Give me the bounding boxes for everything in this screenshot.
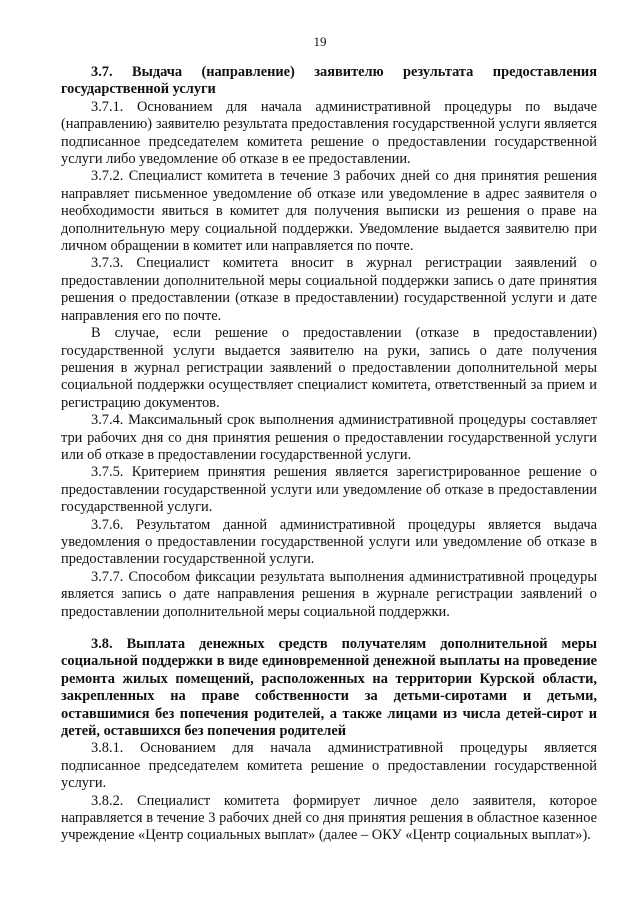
paragraph-3-7-7: 3.7.7. Способом фиксации результата выполнения административной процедуры является запись о дате направления решения в журнале регистрации заявлений о предоставлении дополнительной меры социальной поддержки. <box>61 568 597 620</box>
document-body <box>61 64 597 845</box>
paragraph-3-8-2: 3.8.2. Специалист комитета формирует личное дело заявителя, которое направляется в течение 3 рабочих дней со дня принятия решения в областное казенное учреждение «Центр социальных выплат» (далее – ОКУ «Центр социальных выплат»). <box>61 792 597 844</box>
page-number: 19 <box>313 34 327 49</box>
paragraph-3-7-1: 3.7.1. Основанием для начала административной процедуры по выдаче (направлению) заявителю результата предоставления государственной услуги является подписанное председателем комитета решение о предоставлении государственной услуги либо уведомление об отказе в ее предоставлении. <box>61 98 597 168</box>
paragraph-3-7-5: 3.7.5. Критерием принятия решения является зарегистрированное решение о предоставлении государственной услуги или уведомление об отказе в предоставлении государственной услуги. <box>61 464 597 516</box>
paragraph-3-7-3-note: В случае, если решение о предоставлении (отказе в предоставлении) государственной услуги выдается заявителю на руки, запись о дате получения решения в журнал регистрации заявлений о предоставлении дополнительной меры социальной поддержки осуществляет специалист комитета, ответственный за прием и регистрацию документов. <box>61 325 597 411</box>
paragraph-3-7-2: 3.7.2. Специалист комитета в течение 3 рабочих дней со дня принятия решения направляет письменное уведомление об отказе или уведомление в адрес заявителя о необходимости явиться в комитет для получения выписки из решения о праве на дополнительную меру социальной поддержки. Уведомление выдается заявителю при личном обращении в комитет или направляется по почте. <box>61 168 597 255</box>
paragraph-3-7-4: 3.7.4. Максимальный срок выполнения административной процедуры составляет три рабочих дня со дня принятия решения о предоставлении государственной услуги или об отказе в предоставлении государственной услуги. <box>61 412 597 463</box>
paragraph-3-8-1: 3.8.1. Основанием для начала административной процедуры является подписанное председателем комитета решение о предоставлении государственной услуги. <box>61 740 597 792</box>
paragraph-3-7-6: 3.7.6. Результатом данной административной процедуры является выдача уведомления о предоставлении государственной услуги или уведомление об отказе в предоставлении государственной услуги. <box>61 516 597 568</box>
paragraph-3-7-3: 3.7.3. Специалист комитета вносит в журнал регистрации заявлений о предоставлении дополнительной меры социальной поддержки запись о дате принятия решения о предоставлении (отказе в предоставлении) государственной услуги и дате направления его по почте. <box>61 255 597 324</box>
section-heading-3-7: 3.7. Выдача (направление) заявителю результата предоставления государственной услуги <box>61 64 597 98</box>
section-heading-3-8: 3.8. Выплата денежных средств получателям дополнительной меры социальной поддержки в виде единовременной денежной выплаты на проведение ремонта жилых помещений, расположенных на территории Курской области, закрепленных на праве собственности за детьми-сиротами и детьми, оставшимися без попечения родителей, а также лицами из числа детей-сирот и детей, оставшихся без попечения родителей <box>61 636 597 740</box>
